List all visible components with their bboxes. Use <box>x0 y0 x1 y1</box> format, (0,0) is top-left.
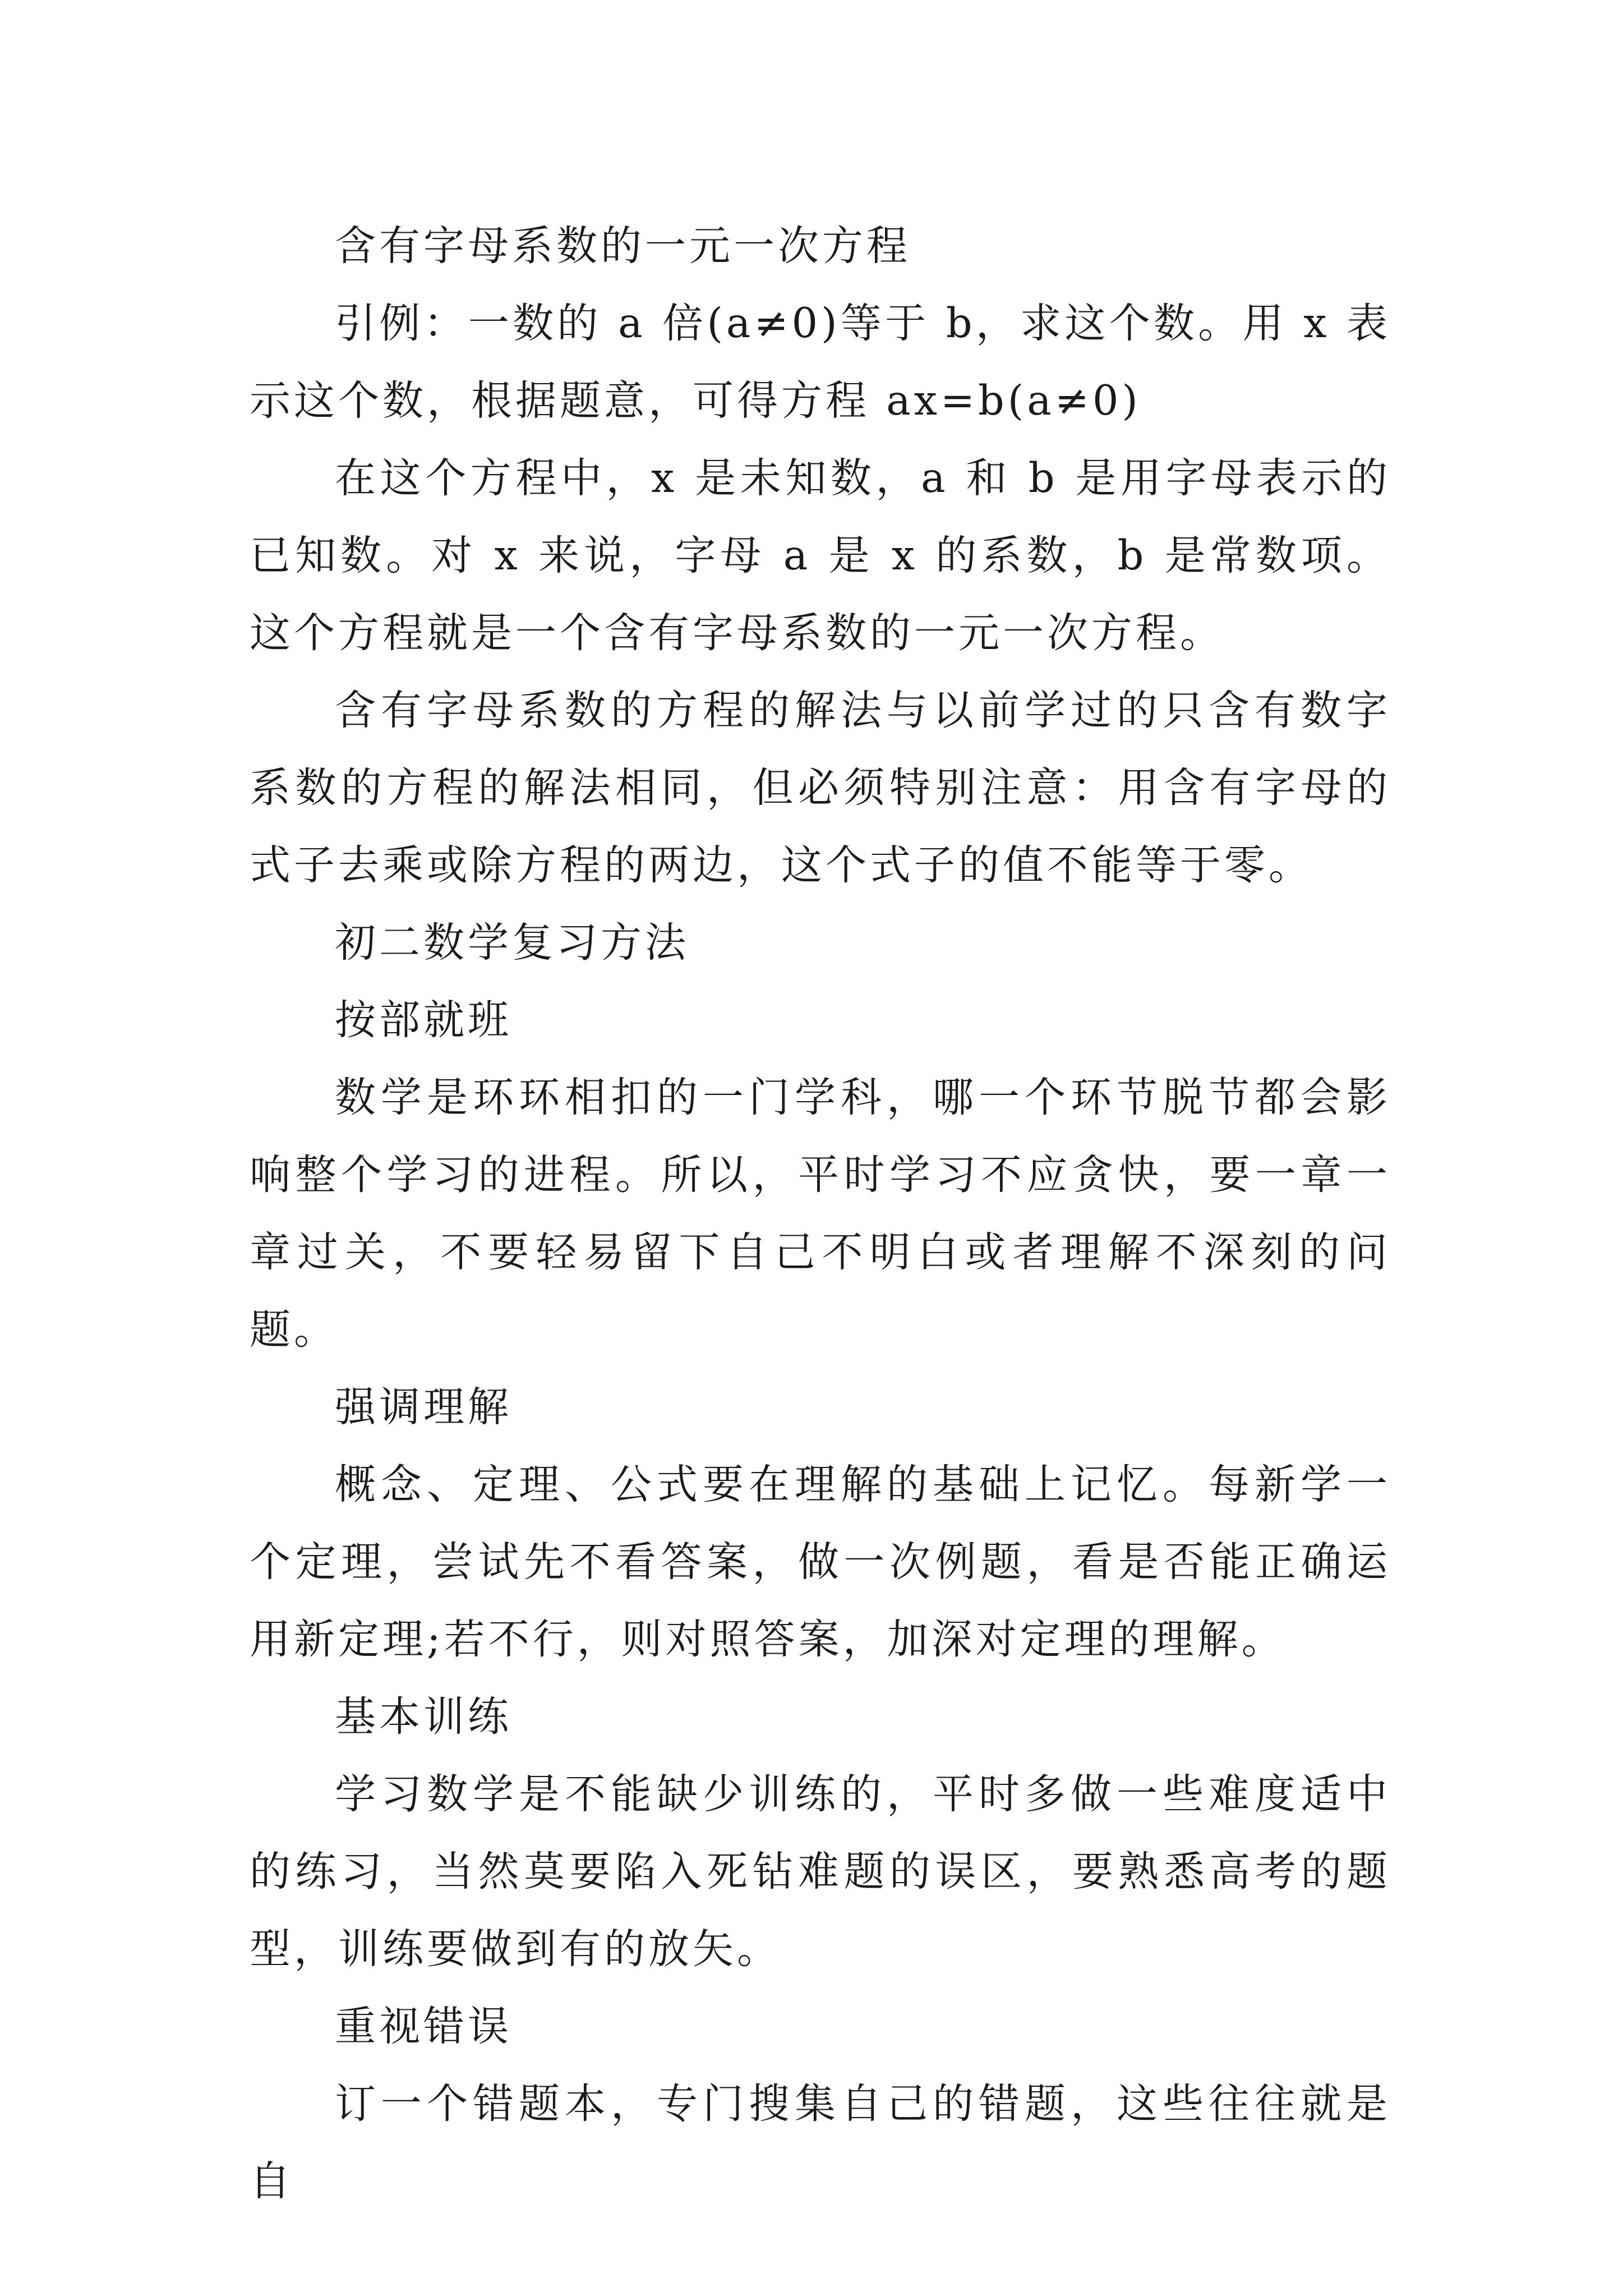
section-title: 含有字母系数的一元一次方程 <box>335 222 911 270</box>
paragraph: 含有字母系数的方程的解法与以前学过的只含有数字系数的方程的解法相同，但必须特别注意：用含有字母的式子去乘或除方程的两边，这个式子的值不能等于零。 <box>250 687 1391 889</box>
document-page <box>250 208 1391 2220</box>
paragraph: 学习数学是不能缺少训练的，平时多做一些难度适中的练习，当然莫要陷入死钻难题的误区，要熟悉高考的题型，训练要做到有的放矢。 <box>250 1770 1391 1973</box>
section-title: 初二数学复习方法 <box>335 919 689 967</box>
subsection-title: 基本训练 <box>335 1693 512 1741</box>
subsection-title: 按部就班 <box>335 996 512 1044</box>
paragraph: 数学是环环相扣的一门学科，哪一个环节脱节都会影响整个学习的进程。所以，平时学习不应贪快，要一章一章过关，不要轻易留下自己不明白或者理解不深刻的问题。 <box>250 1074 1391 1354</box>
paragraph: 订一个错题本，专门搜集自己的错题，这些往往就是自 <box>250 2080 1391 2205</box>
paragraph: 概念、定理、公式要在理解的基础上记忆。每新学一个定理，尝试先不看答案，做一次例题，看是否能正确运用新定理;若不行，则对照答案，加深对定理的理解。 <box>250 1461 1391 1663</box>
subsection-title: 强调理解 <box>335 1383 512 1431</box>
paragraph: 引例：一数的 a 倍(a≠0)等于 b，求这个数。用 x 表示这个数，根据题意，可得方程 ax=b(a≠0) <box>250 300 1391 425</box>
subsection-title: 重视错误 <box>335 2003 512 2050</box>
paragraph: 在这个方程中，x 是未知数，a 和 b 是用字母表示的已知数。对 x 来说，字母 a 是 x 的系数，b 是常数项。这个方程就是一个含有字母系数的一元一次方程。 <box>250 454 1391 657</box>
